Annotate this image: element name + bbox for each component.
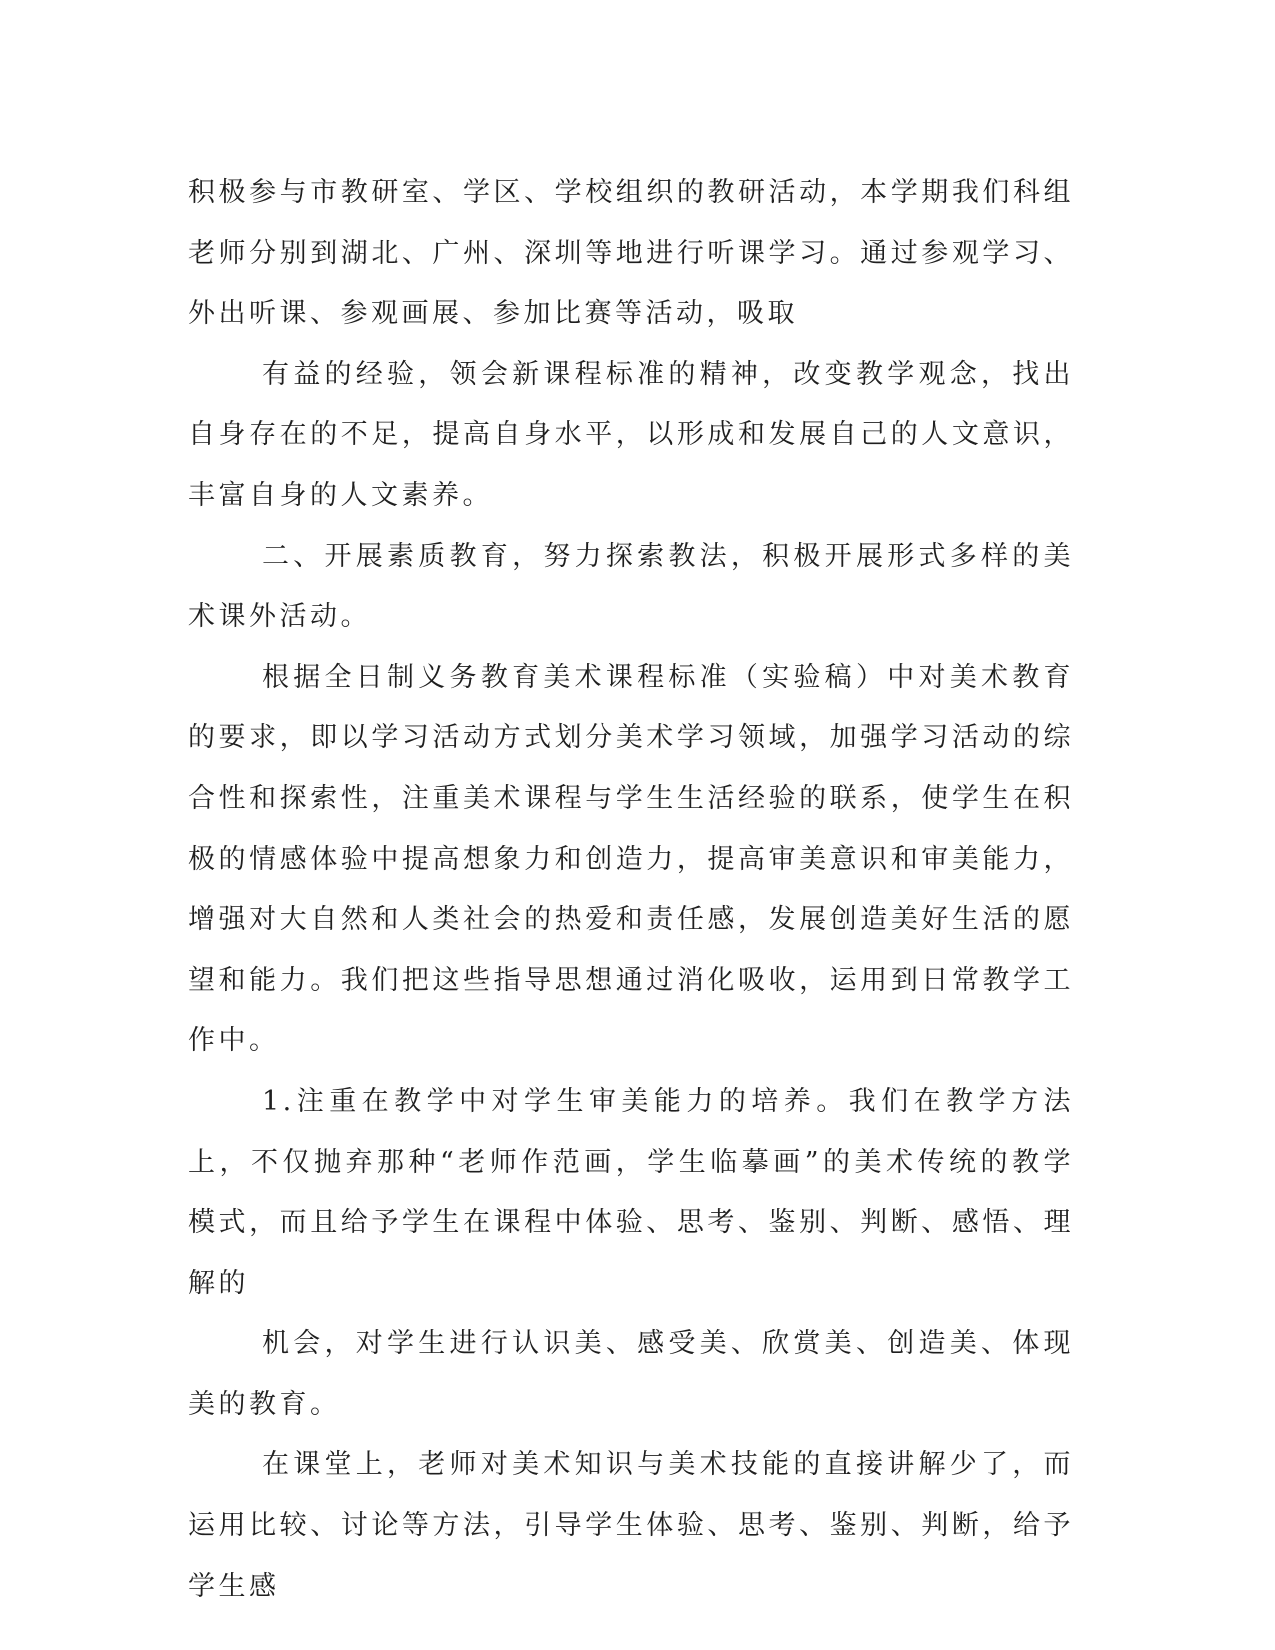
paragraph-3-section-heading: 二、开展素质教育，努力探索教法，积极开展形式多样的美术课外活动。 xyxy=(188,540,1074,633)
paragraph-1: 积极参与市教研室、学区、学校组织的教研活动，本学期我们科组老师分别到湖北、广州、深圳等地进行听课学习。通过参观学习、外出听课、参观画展、参加比赛等活动，吸取 xyxy=(188,177,1074,330)
paragraph-5: 1.注重在教学中对学生审美能力的培养。我们在教学方法上，不仅抛弃那种“老师作范画，学生临摹画”的美术传统的教学模式，而且给予学生在课程中体验、思考、鉴别、判断、感悟、理解的 xyxy=(188,1085,1074,1299)
paragraph-4: 根据全日制义务教育美术课程标准（实验稿）中对美术教育的要求，即以学习活动方式划分美术学习领域，加强学习活动的综合性和探索性，注重美术课程与学生生活经验的联系，使学生在积极的情感体验中提高想象力和创造力，提高审美意识和审美能力，增强对大自然和人类社会的热爱和责任感，发展创造美好生活的愿望和能力。我们把这些指导思想通过消化吸收，运用到日常教学工作中。 xyxy=(188,661,1074,1057)
paragraph-6: 机会，对学生进行认识美、感受美、欣赏美、创造美、体现美的教育。 xyxy=(188,1328,1074,1420)
document-body xyxy=(188,163,1074,1617)
paragraph-2: 有益的经验，领会新课程标准的精神，改变教学观念，找出自身存在的不足，提高自身水平，以形成和发展自己的人文意识，丰富自身的人文素养。 xyxy=(188,358,1074,511)
paragraph-7: 在课堂上，老师对美术知识与美术技能的直接讲解少了，而运用比较、讨论等方法，引导学生体验、思考、鉴别、判断，给予学生感 xyxy=(188,1449,1074,1602)
